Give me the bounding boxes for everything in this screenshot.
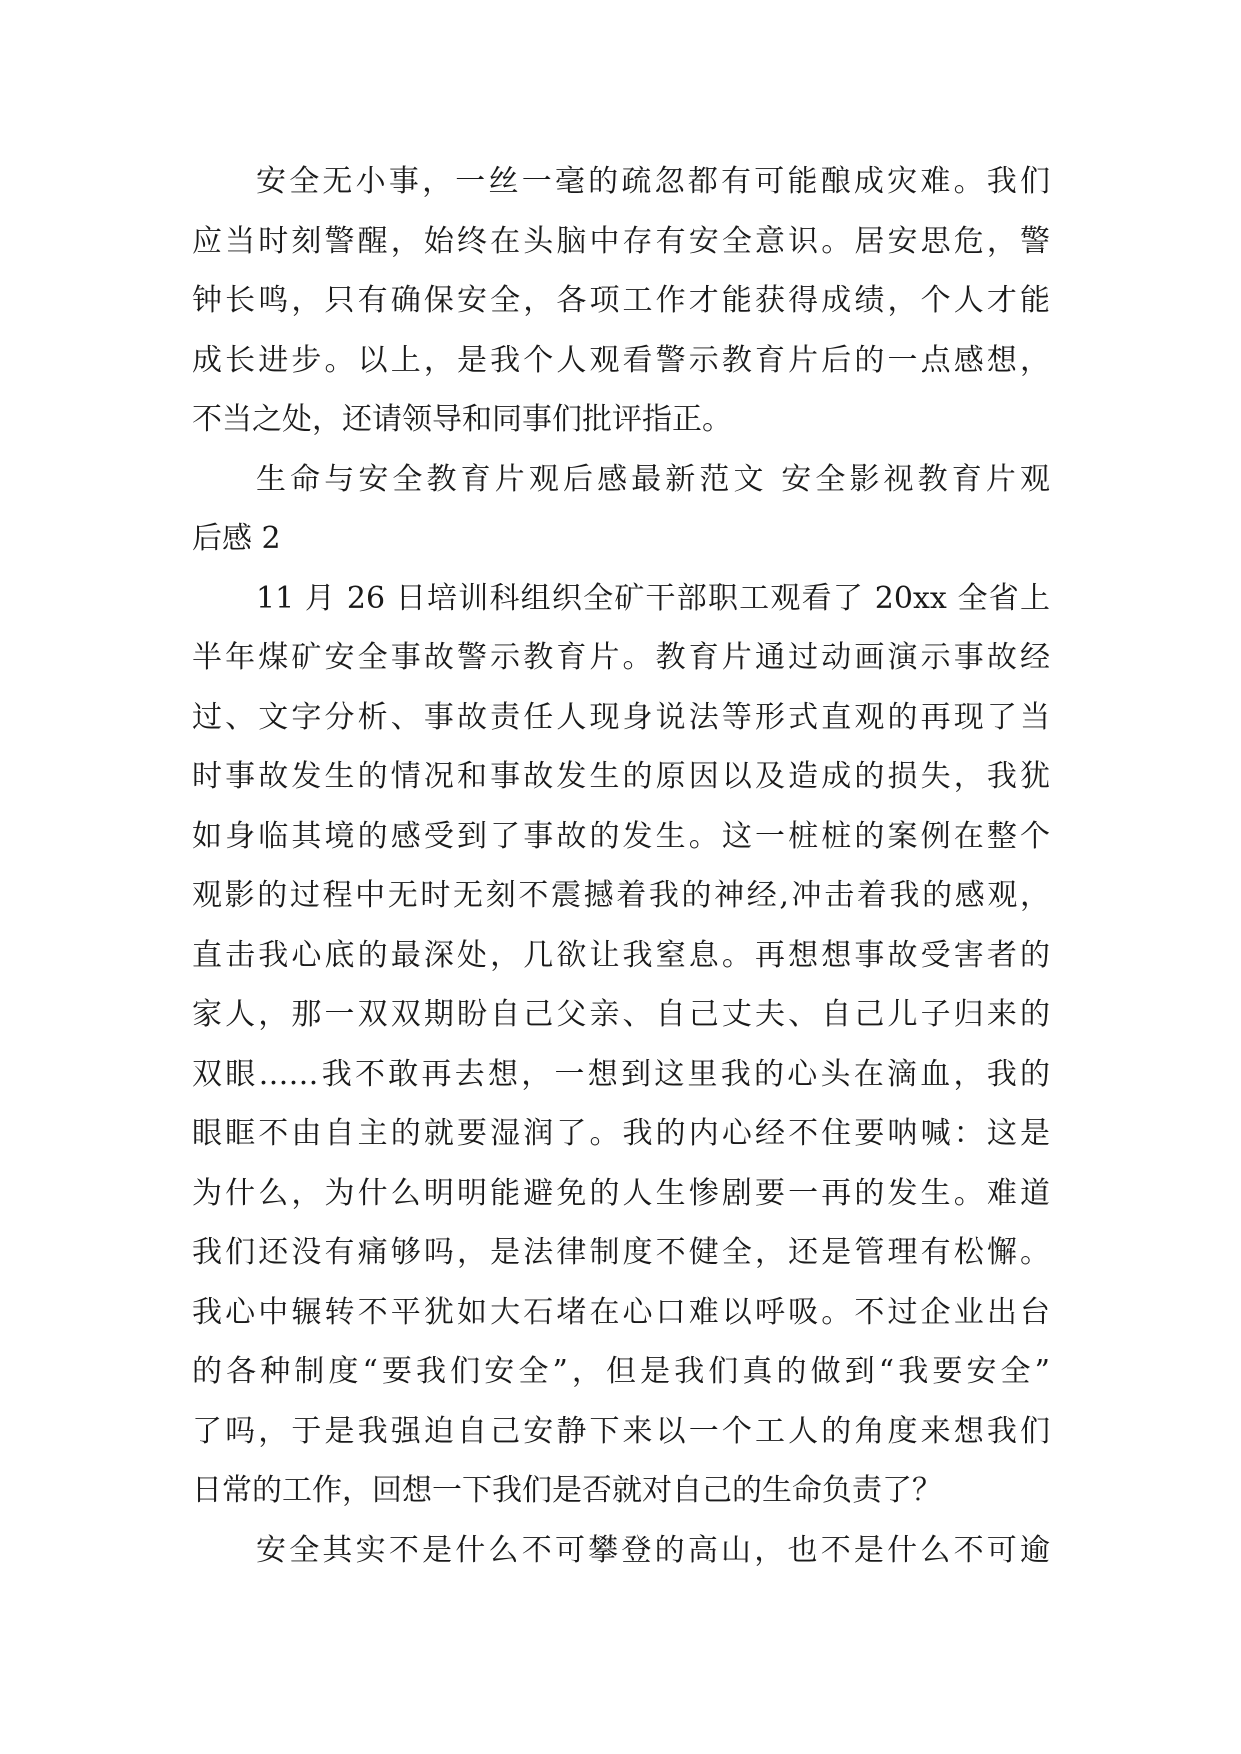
paragraph-conclusion bbox=[192, 152, 1050, 450]
text-line: 直击我心底的最深处，几欲让我窒息。再想想事故受害者的 bbox=[192, 937, 1050, 973]
text-line: 安全无小事，一丝一毫的疏忽都有可能酿成灾难。我们 bbox=[256, 164, 1050, 199]
text-line: 眼眶不由自主的就要湿润了。我的内心经不住要呐喊：这是 bbox=[192, 1116, 1050, 1151]
text-line: 日常的工作，回想一下我们是否就对自己的生命负责了？ bbox=[192, 1473, 942, 1508]
text-line: 观影的过程中无时无刻不震撼着我的神经,冲击着我的感观， bbox=[192, 878, 1050, 913]
text-line: 家人，那一双双期盼自己父亲、自己丈夫、自己儿子归来的 bbox=[192, 997, 1050, 1032]
section-heading bbox=[192, 450, 1050, 569]
text-line: 为什么，为什么明明能避免的人生惨剧要一再的发生。难道 bbox=[192, 1175, 1050, 1211]
heading-line: 后感 2 bbox=[192, 521, 281, 556]
text-line: 半年煤矿安全事故警示教育片。教育片通过动画演示事故经 bbox=[192, 640, 1050, 675]
text-line: 我们还没有痛够吗，是法律制度不健全，还是管理有松懈。 bbox=[192, 1235, 1050, 1270]
text-line: 了吗，于是我强迫自己安静下来以一个工人的角度来想我们 bbox=[192, 1413, 1050, 1449]
text-line: 如身临其境的感受到了事故的发生。这一桩桩的案例在整个 bbox=[192, 818, 1050, 854]
text-line: 不当之处，还请领导和同事们批评指正。 bbox=[192, 402, 732, 437]
text-line: 我心中辗转不平犹如大石堵在心口难以呼吸。不过企业出台 bbox=[192, 1294, 1050, 1330]
text-line: 11 月 26 日培训科组织全矿干部职工观看了 20xx 全省上 bbox=[256, 580, 1050, 616]
paragraph-final bbox=[192, 1521, 1050, 1581]
text-line: 双眼……我不敢再去想，一想到这里我的心头在滴血，我的 bbox=[192, 1056, 1050, 1092]
paragraph-main bbox=[192, 569, 1050, 1521]
text-line: 成长进步。以上，是我个人观看警示教育片后的一点感想， bbox=[192, 342, 1050, 378]
text-line: 过、文字分析、事故责任人现身说法等形式直观的再现了当 bbox=[192, 699, 1050, 735]
document-body bbox=[192, 152, 1050, 1580]
text-line: 应当时刻警醒，始终在头脑中存有安全意识。居安思危，警 bbox=[192, 223, 1050, 259]
text-line: 安全其实不是什么不可攀登的高山，也不是什么不可逾 bbox=[256, 1532, 1050, 1568]
text-line: 钟长鸣，只有确保安全，各项工作才能获得成绩，个人才能 bbox=[192, 283, 1050, 318]
text-line: 时事故发生的情况和事故发生的原因以及造成的损失，我犹 bbox=[192, 759, 1050, 794]
heading-line: 生命与安全教育片观后感最新范文 安全影视教育片观 bbox=[256, 461, 1050, 497]
text-line: 的各种制度“要我们安全”，但是我们真的做到“我要安全” bbox=[192, 1354, 1050, 1389]
